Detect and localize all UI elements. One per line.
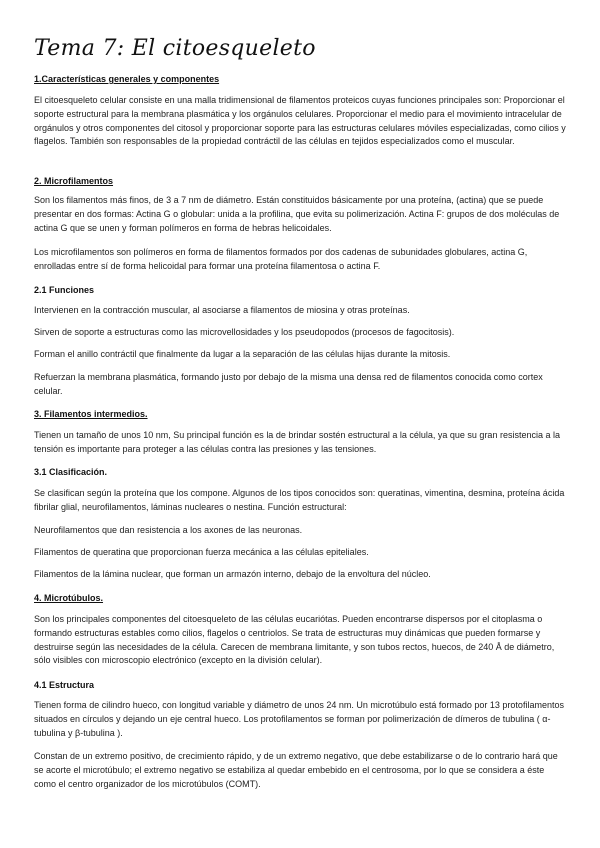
paragraph: Forman el anillo contráctil que finalmente da lugar a la separación de las células hijas durante la mitosis. (34, 349, 451, 359)
paragraph: Se clasifican según la proteína que los compone. Algunos de los tipos conocidos son: queratinas, vimentina, desmina, proteína ácida fibrilar glial, neurofilamentos, láminas nucleares o nestina. Función estructural: (34, 488, 565, 512)
paragraph: Filamentos de queratina que proporcionan fuerza mecánica a las células epiteliales. (34, 547, 369, 557)
page-title: Tema 7: El citoesqueleto (34, 36, 316, 61)
subsection-heading-funciones: 2.1 Funciones (34, 285, 95, 295)
paragraph: Tienen forma de cilindro hueco, con longitud variable y diámetro de unos 24 nm. Un microtúbulo está formado por 13 protofilamentos situados en círculos y dejando un eje central hueco. Los protofilamentos se forman por polimerización de dímeros de tubulina ( α-tubulina y β-tubulina ). (34, 700, 564, 738)
paragraph: Neurofilamentos que dan resistencia a los axones de las neuronas. (34, 525, 303, 535)
section-heading-microtubulos: 4. Microtúbulos. (34, 593, 104, 603)
subsection-heading-estructura: 4.1 Estructura (34, 680, 95, 690)
paragraph: Son los principales componentes del citoesqueleto de las células eucariótas. Pueden encontrarse dispersos por el citoplasma o formando estructuras estables como cilios, flagelos o centriolos. Se trata de estructuras muy dinámicas que pueden formarse y destruirse según las necesidades de la célula. Carecen de membrana limitante, y son tubos rectos, huecos, de 240 Å de diámetro, sólo visibles con microscopio electrónico (excepto en la división celular). (34, 614, 555, 666)
paragraph: Son los filamentos más finos, de 3 a 7 nm de diámetro. Están constituidos básicamente por una proteína, (actina) que se puede presentar en dos formas: Actina G o globular: unida a la profilina, que evita su polimerización. Actina F: grupos de dos moléculas de actina G que se unen y forman polímeros en forma de hebras helicoidales. (34, 195, 560, 233)
paragraph: Intervienen en la contracción muscular, al asociarse a filamentos de miosina y otras proteínas. (34, 305, 410, 315)
paragraph: El citoesqueleto celular consiste en una malla tridimensional de filamentos proteicos cuyas funciones principales son: Proporcionar el soporte estructural para la membrana plasmática y los orgánulos celulares. Proporcionar el medio para el movimiento intracelular de orgánulos y otros componentes del citosol y proporcionar soporte para las estructuras celulares móviles especializadas, como cilios y flagelos. También son responsables de la propiedad contráctil de las células en tejidos especializados como el muscular. (34, 95, 566, 147)
paragraph: Constan de un extremo positivo, de crecimiento rápido, y de un extremo negativo, que debe estabilizarse o de lo contrario hará que se acorte el microtúbulo; el extremo negativo se estabiliza al quedar embebido en el centrosoma, por lo que se considera a éste como el centro organizador de los microtúbulos (COMT). (34, 751, 558, 789)
paragraph: Filamentos de la lámina nuclear, que forman un armazón interno, debajo de la envoltura del núcleo. (34, 569, 431, 579)
paragraph: Tienen un tamaño de unos 10 nm, Su principal función es la de brindar sostén estructural a la célula, ya que su gran resistencia a la tensión es importante para proteger a las células contra las presiones y las tensiones. (34, 430, 560, 454)
subsection-heading-clasificacion: 3.1 Clasificación. (34, 467, 108, 477)
paragraph: Sirven de soporte a estructuras como las microvellosidades y los pseudopodos (procesos de fagocitosis). (34, 327, 455, 337)
paragraph: Los microfilamentos son polímeros en forma de filamentos formados por dos cadenas de subunidades globulares, actina G, enrolladas entre sí de forma helicoidal para formar una proteína filamentosa o actina F. (34, 247, 528, 271)
paragraph: Refuerzan la membrana plasmática, formando justo por debajo de la misma una densa red de filamentos conocida como cortex celular. (34, 372, 543, 396)
section-heading-caracteristicas: 1.Características generales y componentes (34, 74, 220, 84)
section-heading-filamentos-intermedios: 3. Filamentos intermedios. (34, 409, 148, 419)
section-heading-microfilamentos: 2. Microfilamentos (34, 176, 114, 186)
